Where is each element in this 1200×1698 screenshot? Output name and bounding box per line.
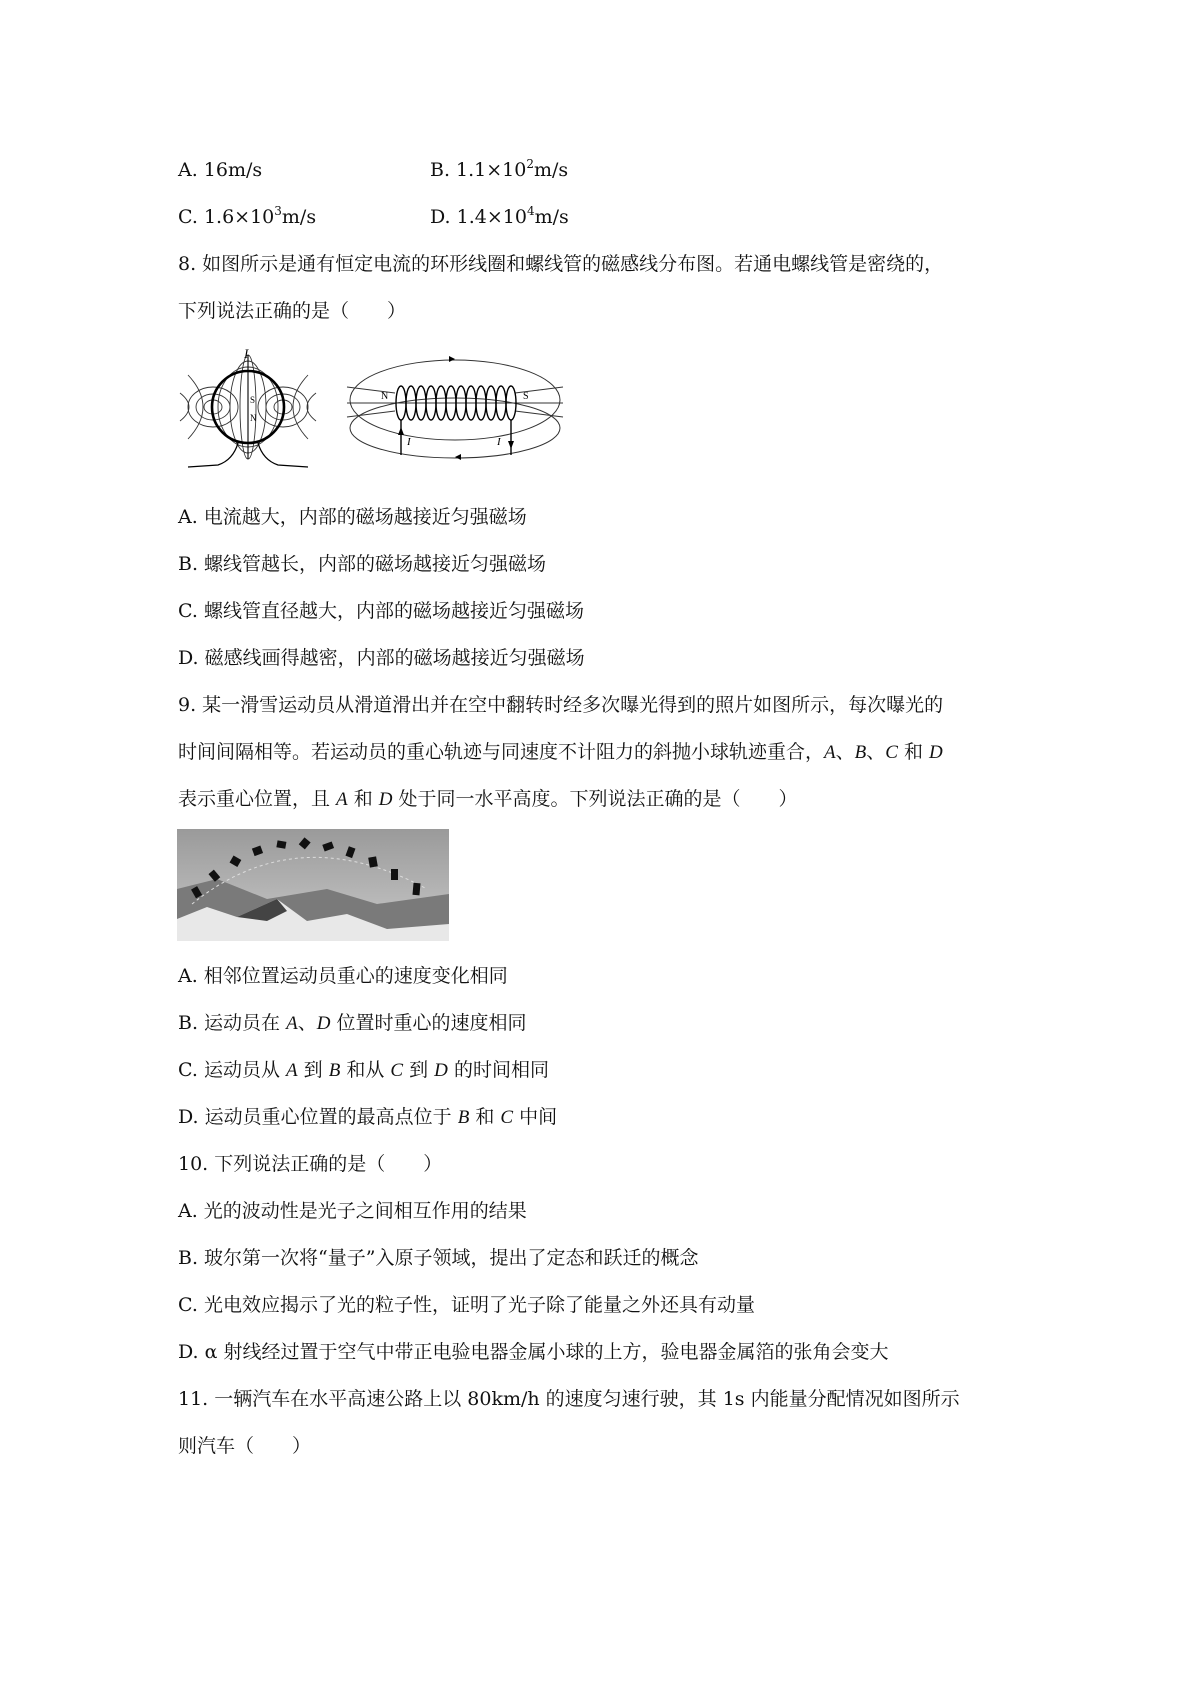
- q11-stem-line2: 则汽车（ ）: [178, 1435, 312, 1457]
- solenoid-figure: [345, 345, 565, 475]
- q9-stem-line2: 时间间隔相等。若运动员的重心轨迹与同速度不计阻力的斜抛小球轨迹重合，A、B、C 和 D: [178, 741, 943, 763]
- q7-option-d: D. $1.4\times 10^4m/s$: [430, 204, 569, 228]
- loop-label-n: N: [250, 413, 257, 423]
- q9-stem-line1: 9. 某一滑雪运动员从滑道滑出并在空中翻转时经多次曝光得到的照片如图所示，每次曝光的: [178, 694, 944, 716]
- loop-label-s: S: [250, 395, 256, 405]
- solenoid-label-s: S: [523, 391, 529, 402]
- q8-stem-line1: 8. 如图所示是通有恒定电流的环形线圈和螺线管的磁感线分布图。若通电螺线管是密绕的，: [178, 253, 944, 275]
- ring-coil-figure: [178, 345, 318, 475]
- q9-option-a: A. 相邻位置运动员重心的速度变化相同: [178, 965, 508, 987]
- q8-option-c: C. 螺线管直径越大，内部的磁场越接近匀强磁场: [178, 600, 584, 622]
- q10-option-d: D. α 射线经过置于空气中带正电验电器金属小球的上方，验电器金属箔的张角会变大: [178, 1341, 889, 1363]
- q10-option-a: A. 光的波动性是光子之间相互作用的结果: [178, 1200, 527, 1222]
- q7-option-a: A. 16m/s: [178, 159, 263, 181]
- solenoid-label-i-left: I: [407, 436, 411, 448]
- q10-stem: 10. 下列说法正确的是（ ）: [178, 1153, 443, 1175]
- q9-stem-line3: 表示重心位置，且 A 和 D 处于同一水平高度。下列说法正确的是（ ）: [178, 788, 798, 810]
- q10-option-c: C. 光电效应揭示了光的粒子性，证明了光子除了能量之外还具有动量: [178, 1294, 755, 1316]
- skier-photo: [177, 829, 449, 941]
- q10-option-b: B. 玻尔第一次将“量子”入原子领域，提出了定态和跃迁的概念: [178, 1247, 699, 1269]
- q8-option-a: A. 电流越大，内部的磁场越接近匀强磁场: [178, 506, 527, 528]
- q8-option-b: B. 螺线管越长，内部的磁场越接近匀强磁场: [178, 553, 547, 575]
- q9-option-b: B. 运动员在 A、D 位置时重心的速度相同: [178, 1012, 527, 1034]
- solenoid-label-n: N: [381, 391, 389, 402]
- q11-stem-line1: 11. 一辆汽车在水平高速公路上以 80km/h 的速度匀速行驶，其 1s 内能量分配情况如图所示: [178, 1388, 960, 1410]
- q9-option-c: C. 运动员从 A 到 B 和从 C 到 D 的时间相同: [178, 1059, 549, 1081]
- loop-label-i: I: [244, 346, 249, 361]
- q8-stem-line2: 下列说法正确的是（ ）: [178, 300, 407, 322]
- q8-option-d: D. 磁感线画得越密，内部的磁场越接近匀强磁场: [178, 647, 585, 669]
- q7-option-c: C. $1.6\times 10^3m/s$: [178, 204, 317, 228]
- q9-option-d: D. 运动员重心位置的最高点位于 B 和 C 中间: [178, 1106, 558, 1128]
- q7-option-b: B. $1.1\times 10^2m/s$: [430, 157, 569, 181]
- solenoid-label-i-right: I: [497, 436, 501, 448]
